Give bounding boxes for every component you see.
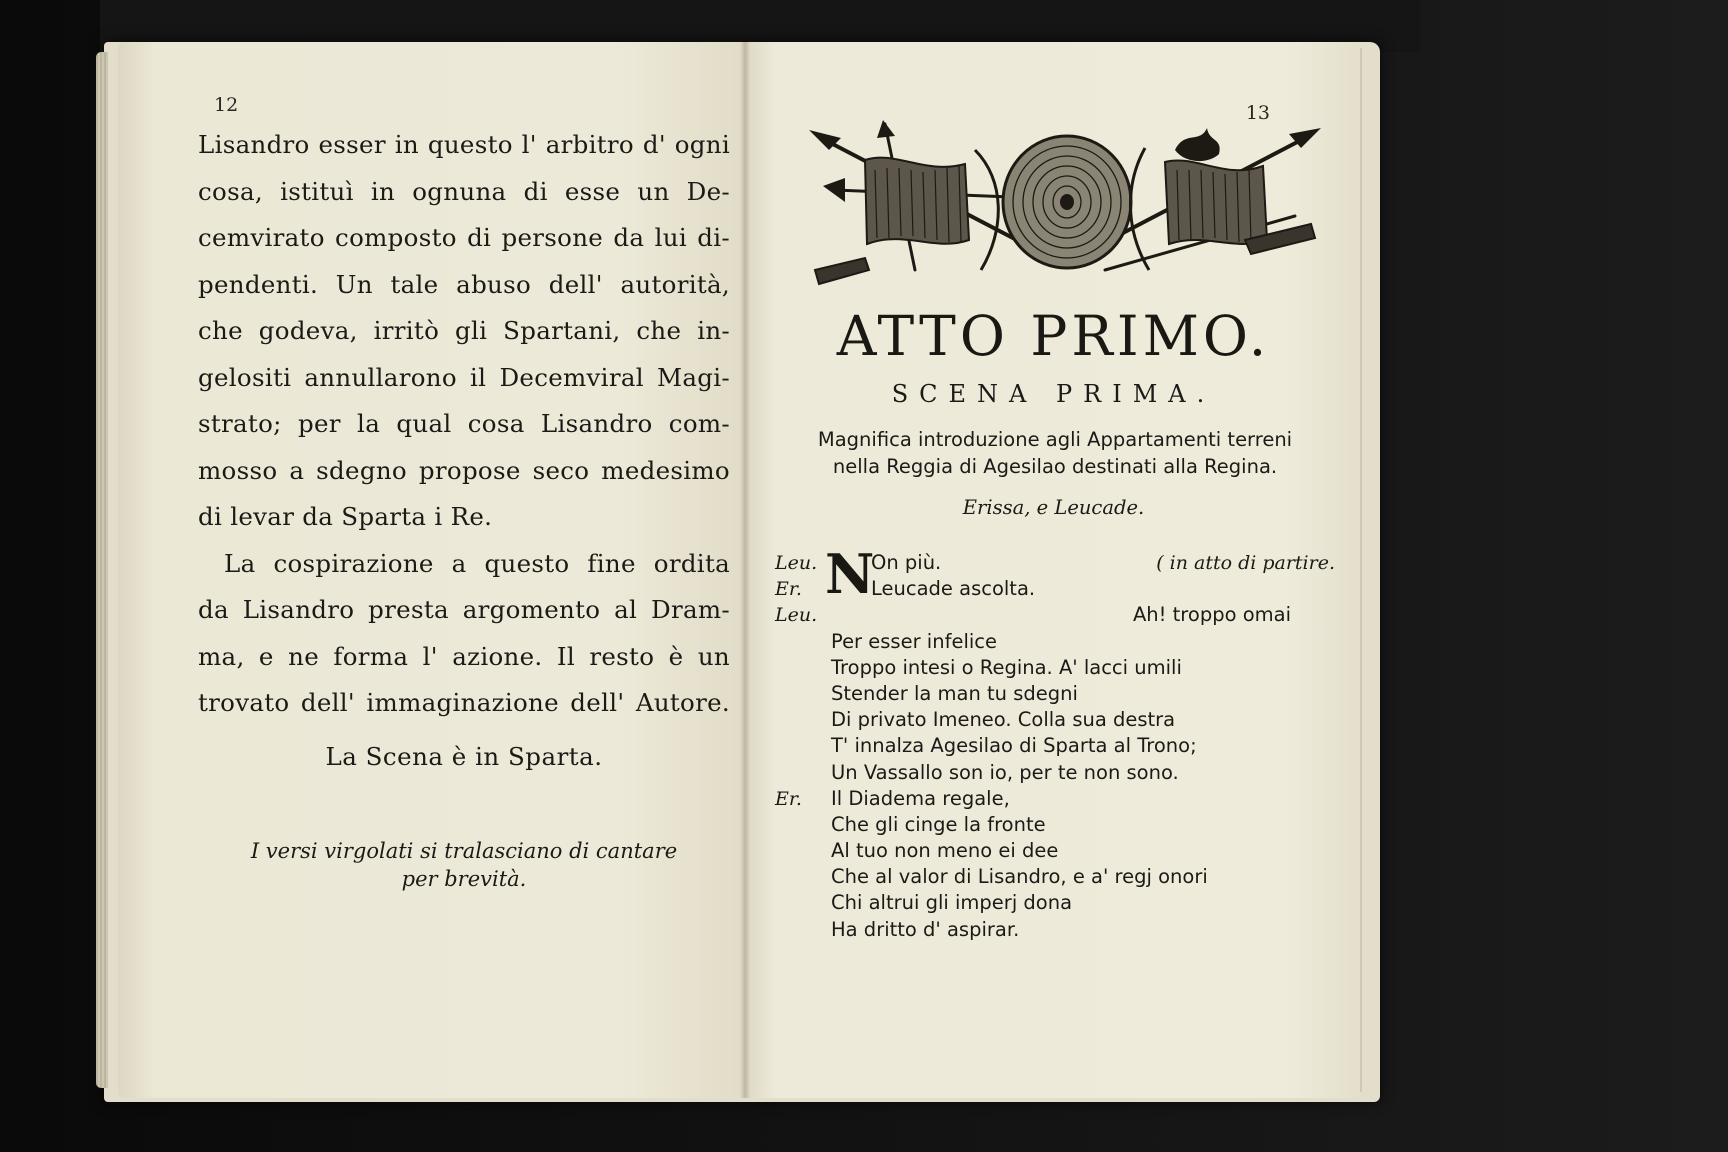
dialogue-line (775, 629, 1335, 655)
verse-text: Che gli cinge la fronte (831, 812, 1046, 836)
dialogue-line (775, 655, 1335, 681)
stage-description-line: nella Reggia di Agesilao destinati alla Regina. (832, 455, 1278, 478)
text-line: strato; per la qual cosa Lisandro com- (198, 409, 730, 438)
verse-text: Di privato Imeneo. Colla sua destra (831, 708, 1176, 732)
dialogue-line (775, 576, 1335, 602)
dialogue-line (775, 890, 1335, 916)
speaker-name: Leu. (775, 604, 818, 627)
verse-text: On più. (871, 551, 942, 574)
speaker-name: Er. (775, 787, 802, 810)
scene-title: SCENA PRIMA. (891, 380, 1216, 408)
open-book (104, 42, 1380, 1102)
verse-text: Leucade ascolta. (871, 577, 1036, 601)
verse-text: Che al valor di Lisandro, e a' regj onori (831, 865, 1208, 889)
footnote (198, 837, 730, 893)
characters-on-stage: Erissa, e Leucade. (962, 496, 1145, 519)
page-number-right: 13 (1245, 102, 1270, 124)
trophy-of-arms-engraving-icon (805, 120, 1325, 288)
text-line: gelositi annullarono il Decemviral Magi- (198, 362, 730, 392)
verse-text: Ha dritto d' aspirar. (831, 917, 1020, 941)
dialogue-line (775, 733, 1335, 759)
dialogue-line (775, 707, 1335, 733)
text-line: ma, e ne forma l' azione. Il resto è un (198, 641, 730, 671)
verse-text: Stender la man tu sdegni (831, 681, 1078, 705)
footnote-line: per brevità. (401, 867, 527, 891)
text-line: mosso a sdegno propose seco medesimo (198, 455, 730, 485)
book-gutter (740, 42, 750, 1098)
footnote-line: I versi virgolati si tralasciano di cantare (250, 839, 678, 863)
right-page (745, 42, 1362, 1098)
text-line: cemvirato composto di persone da lui di- (198, 223, 730, 252)
left-page-body (198, 122, 730, 727)
text-line: da Lisandro presta argomento al Dram- (198, 595, 730, 624)
right-page-edges (1360, 48, 1362, 1092)
dialogue-line (775, 760, 1335, 786)
scene-location: La Scena è in Sparta. (325, 742, 603, 771)
verse-text: Chi altrui gli imperj dona (831, 891, 1073, 915)
text-line: Lisandro esser in questo l' arbitro d' ogni (198, 130, 730, 159)
verse-text: Per esser infelice (831, 629, 997, 653)
left-page-edges (96, 52, 108, 1088)
speaker-name: Leu. (775, 552, 818, 574)
verse-text: T' innalza Agesilao di Sparta al Trono; (831, 734, 1197, 758)
text-line: cosa, istituì in ognuna di esse un De- (198, 176, 730, 206)
page-number-left: 12 (214, 94, 239, 116)
dialogue-line (775, 681, 1335, 707)
verse-text: Un Vassallo son io, per te non sono. (831, 760, 1179, 784)
text-line: di levar da Sparta i Re. (198, 502, 493, 531)
stage-direction: ( in atto di partire. (1156, 552, 1335, 574)
text-line: che godeva, irritò gli Spartani, che in- (198, 316, 730, 345)
act-title: ATTO PRIMO. (836, 304, 1271, 368)
dialogue-line (775, 864, 1335, 890)
dialogue (775, 542, 1335, 943)
dialogue-line (775, 602, 1335, 628)
dialogue-line (775, 838, 1335, 864)
verse-text: Ah! troppo omai (1132, 603, 1291, 627)
text-line: La cospirazione a questo fine ordita (224, 548, 730, 578)
text-line: pendenti. Un tale abuso dell' autorità, (198, 269, 730, 299)
verse-text: Al tuo non meno ei dee (831, 839, 1059, 863)
drop-cap: N (825, 542, 875, 606)
dialogue-line (775, 786, 1335, 812)
verse-text: Troppo intesi o Regina. A' lacci umili (831, 655, 1182, 679)
stage-description-line: Magnifica introduzione agli Appartamenti terreni (817, 428, 1293, 451)
text-line: trovato dell' immaginazione dell' Autore. (198, 688, 730, 717)
stage-description (775, 426, 1335, 480)
dialogue-line (775, 917, 1335, 943)
speaker-name: Er. (775, 578, 802, 601)
dialogue-line (775, 812, 1335, 838)
left-page (118, 42, 745, 1098)
verse-text: Il Diadema regale, (831, 786, 1010, 810)
